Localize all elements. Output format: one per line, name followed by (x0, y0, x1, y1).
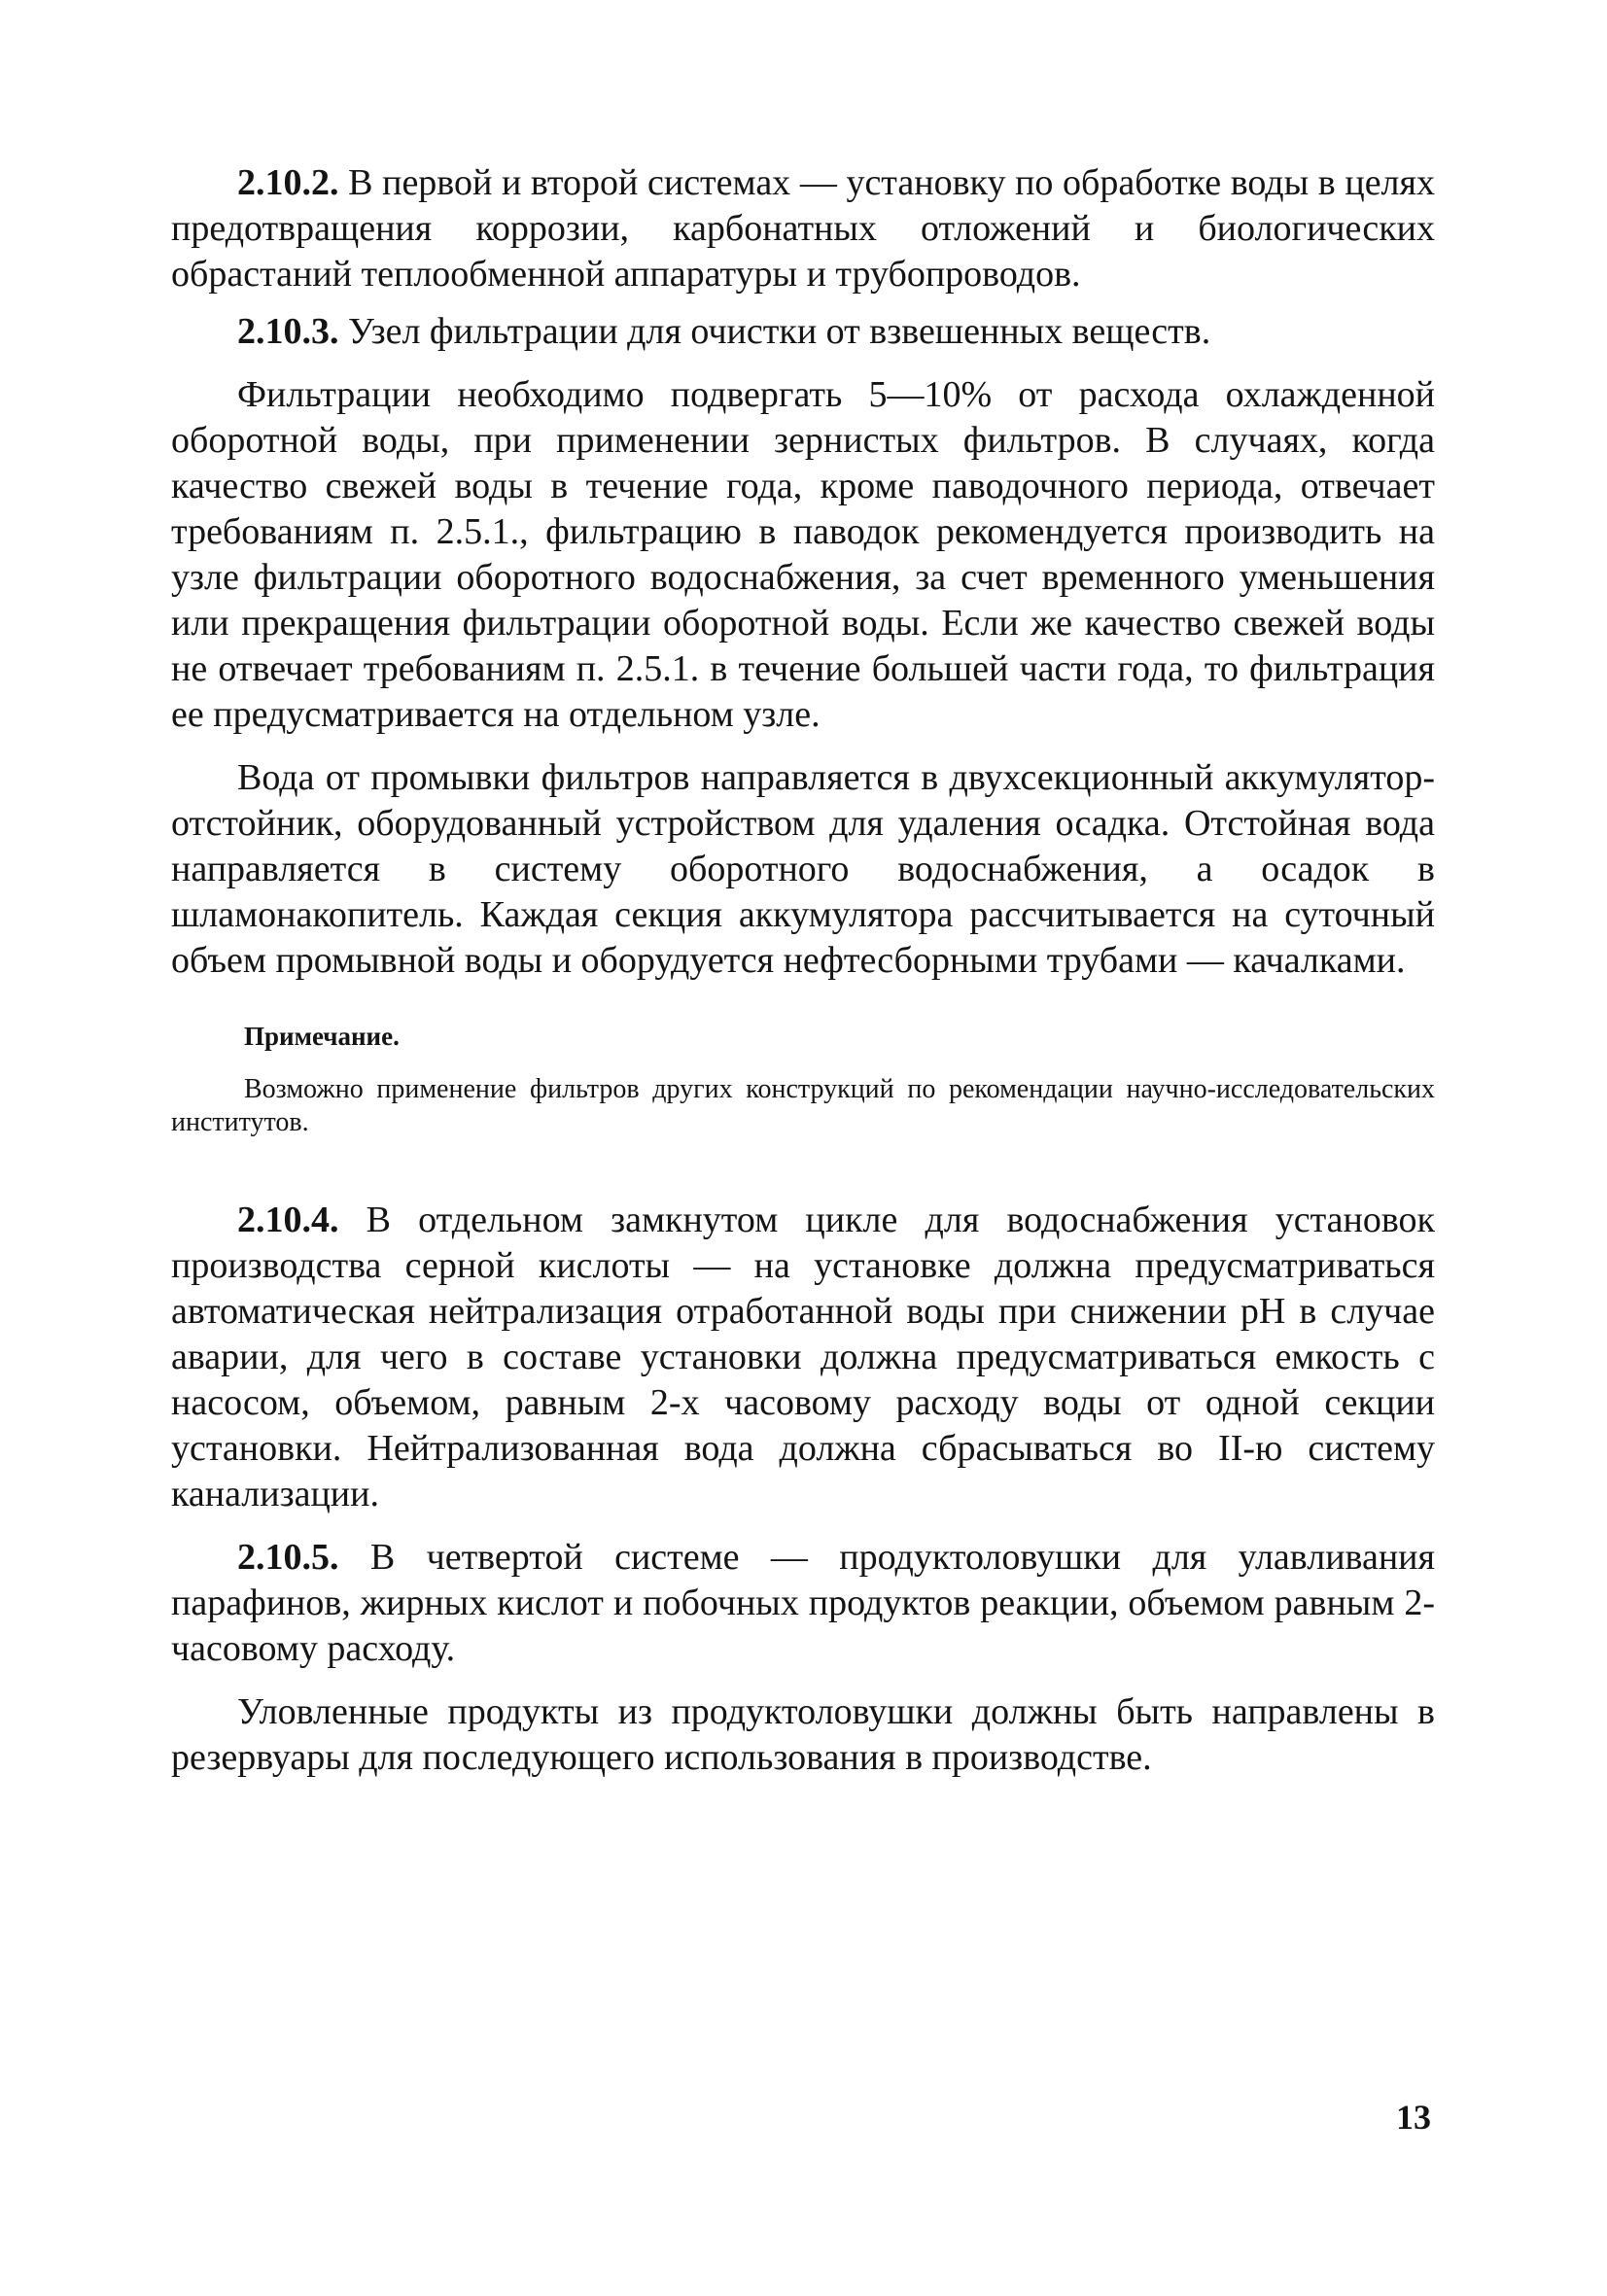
clause-number: 2.10.4. (237, 1200, 339, 1240)
paragraph-2-10-3 (171, 309, 1435, 355)
paragraph-text: В отдельном замкнутом цикле для водоснабжения установок производства серной кислоты — на установке должна предусматриваться автоматическая нейтрализация отработанной воды при снижении pH в случае аварии, для чего в составе установки должна предусматриваться емкость с насосом, объемом, равным 2-х часовому расходу воды от одной секции установки. Нейтрализованная вода должна сбрасываться во II-ю систему канализации. (171, 1200, 1435, 1514)
page-number: 13 (1396, 2098, 1431, 2137)
paragraph-captured-products: Уловленные продукты из продуктоловушки должны быть направлены в резервуары для последующего использования в производстве. (171, 1691, 1435, 1778)
note-text: Возможно применение фильтров других конструкций по рекомендации научно-исследовательских институтов. (171, 1074, 1435, 1137)
clause-number: 2.10.3. (237, 311, 339, 352)
paragraph-2-10-2 (171, 160, 1435, 297)
paragraph-wash-water: Вода от промывки фильтров направляется в двухсекционный аккумулятор-отстойник, оборудованный устройством для удаления осадка. Отстойная вода направляется в систему оборотного водоснабжения, а осадок в шламонакопитель. Каждая секция аккумулятора рассчитывается на суточный объем промывной воды и оборудуется нефтесборными трубами — качалками. (171, 757, 1435, 981)
document-page (171, 160, 1435, 1781)
paragraph-2-10-5 (171, 1535, 1435, 1672)
paragraph-2-10-4 (171, 1198, 1435, 1517)
note-title: Примечание. (244, 1022, 400, 1051)
paragraph-text: В первой и второй системах — установку по обработке воды в целях предотвращения коррозии, карбонатных отложений и биологических обрастаний теплообменной аппаратуры и трубопроводов. (171, 162, 1435, 295)
paragraph-text: В четвертой системе — продуктоловушки для улавливания парафинов, жирных кислот и побочных продуктов реакции, объемом равным 2-часовому расходу. (171, 1537, 1435, 1669)
clause-number: 2.10.2. (237, 162, 339, 203)
clause-number: 2.10.5. (237, 1537, 339, 1578)
paragraph-filtration: Фильтрации необходимо подвергать 5—10% от расхода охлажденной оборотной воды, при применении зернистых фильтров. В случаях, когда качество свежей воды в течение года, кроме паводочного периода, отвечает требованиям п. 2.5.1., фильтрацию в паводок рекомендуется производить на узле фильтрации оборотного водоснабжения, за счет временного уменьшения или прекращения фильтрации оборотной воды. Если же качество свежей воды не отвечает требованиям п. 2.5.1. в течение большей части года, то фильтрация ее предусматривается на отдельном узле. (171, 374, 1435, 735)
paragraph-text: Узел фильтрации для очистки от взвешенных веществ. (338, 311, 1211, 352)
